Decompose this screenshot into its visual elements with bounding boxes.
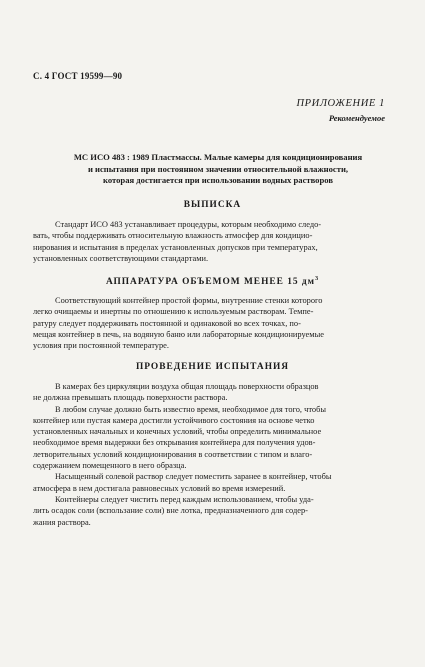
extract-paragraph xyxy=(33,219,405,264)
text-line: контейнер или пустая камера достигли устойчивого состояния на основе четко xyxy=(33,415,315,425)
text-line: Контейнеры следует чистить перед каждым использованием, чтобы уда- xyxy=(55,494,314,504)
appendix-status: Рекомендуемое xyxy=(328,113,385,123)
text-line: содержанием помещенного в него образца. xyxy=(33,461,187,471)
document-title xyxy=(28,152,408,187)
testing-paragraph xyxy=(33,381,405,528)
appendix-title: ПРИЛОЖЕНИЕ 1 xyxy=(296,98,385,109)
section-heading-apparatus xyxy=(0,276,425,287)
text-line: летворительных условий кондиционирования в соответствии с типом и влаго- xyxy=(33,449,313,459)
section-heading-extract: ВЫПИСКА xyxy=(183,200,242,210)
text-line: не должна превышать площадь поверхности раствора. xyxy=(33,393,228,403)
text-line: атмосфера в нем достигала равновесных условий во время измерений. xyxy=(33,483,286,493)
text-line: необходимое время выдержки без открывания контейнера для получения удов- xyxy=(33,438,316,448)
text-line: ратуру следует поддерживать постоянной и одинаковой во всех точках, по- xyxy=(33,318,301,328)
text-line: установленных начальных и конечных условий, чтобы определить минимальное xyxy=(33,427,322,437)
title-line: МС ИСО 483 : 1989 Пластмассы. Малые камеры для кондиционирования xyxy=(73,152,363,162)
text-line: установленных соответствующими стандартами. xyxy=(33,253,209,263)
appendix-block xyxy=(296,98,385,123)
title-line: и испытания при постоянном значении относительной влажности, xyxy=(87,163,349,174)
text-line: условия при постоянной температуре. xyxy=(33,341,169,351)
text-line: мещая контейнер в печь, на водяную баню или лабораторные кондиционируемые xyxy=(33,329,324,339)
text-line: Стандарт ИСО 483 устанавливает процедуры, которым необходимо следо- xyxy=(55,220,322,229)
text-line: Насыщенный солевой раствор следует поместить заранее в контейнер, чтобы xyxy=(55,472,332,482)
section-heading-testing: ПРОВЕДЕНИЕ ИСПЫТАНИЯ xyxy=(135,362,290,372)
text-line: вать, чтобы поддерживать относительную влажность атмосфер для кондицио- xyxy=(33,231,313,241)
text-line: нирования и испытания в пределах установленных допусков при температурах, xyxy=(33,242,318,252)
heading-superscript: 3 xyxy=(315,276,320,282)
text-line: В любом случае должно быть известно время, необходимое для того, чтобы xyxy=(55,404,326,414)
text-line: В камерах без циркуляции воздуха общая площадь поверхности образцов xyxy=(55,382,319,391)
heading-text: АППАРАТУРА ОБЪЕМОМ МЕНЕЕ 15 дм xyxy=(105,277,316,288)
apparatus-paragraph xyxy=(33,295,405,351)
text-line: жания раствора. xyxy=(33,517,91,527)
text-line: легко очищаемы и инертны по отношению к используемым растворам. Темпе- xyxy=(33,307,314,317)
text-line: Соответствующий контейнер простой формы, внутренние стенки которого xyxy=(55,296,323,305)
text-line: лить осадок соли (вспользание соли) вне лотка, предназначенного для содер- xyxy=(33,506,308,516)
page-header: С. 4 ГОСТ 19599—90 xyxy=(33,71,123,81)
title-line: которая достигается при использовании водных растворов xyxy=(103,175,333,185)
